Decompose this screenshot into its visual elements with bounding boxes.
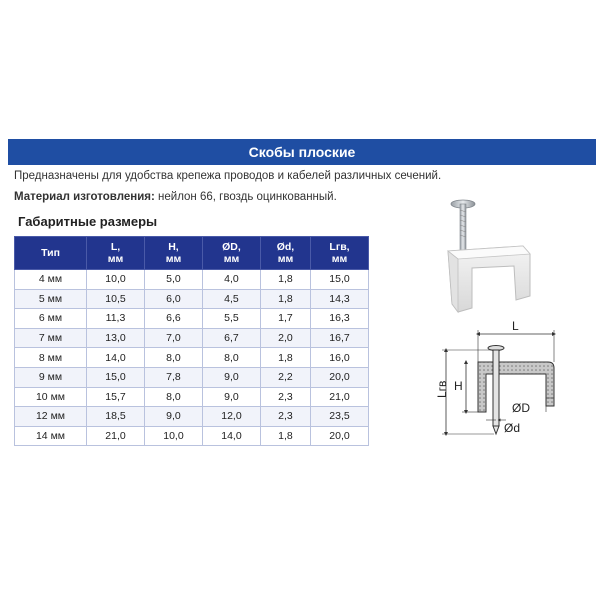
- clip-dimension-diagram: [430, 320, 570, 440]
- cell-type: 9 мм: [15, 367, 87, 387]
- cell-type: 14 мм: [15, 426, 87, 446]
- cell-inner-d: 2,2: [260, 367, 310, 387]
- cell-h: 6,6: [144, 309, 202, 329]
- table-row: [15, 407, 369, 427]
- cell-type: 12 мм: [15, 407, 87, 427]
- header-type: Тип: [15, 237, 87, 270]
- description-text: Предназначены для удобства крепежа проводов и кабелей различных сечений.: [14, 170, 442, 182]
- table-row: [15, 426, 369, 446]
- cell-lgv: 15,0: [310, 270, 368, 290]
- cell-l: 13,0: [87, 328, 145, 348]
- cell-outer-d: 9,0: [202, 367, 260, 387]
- cell-h: 7,8: [144, 367, 202, 387]
- cell-l: 15,0: [87, 367, 145, 387]
- cell-type: 8 мм: [15, 348, 87, 368]
- table-row: [15, 328, 369, 348]
- cell-h: 7,0: [144, 328, 202, 348]
- table-row: [15, 270, 369, 290]
- label-inner-d: Ød: [504, 421, 521, 435]
- cell-type: 7 мм: [15, 328, 87, 348]
- label-h: H: [454, 379, 463, 393]
- cell-inner-d: 2,3: [260, 387, 310, 407]
- cable-clip-photo: [428, 196, 538, 321]
- table-row: [15, 387, 369, 407]
- material-value: нейлон 66, гвоздь оцинкованный.: [154, 191, 337, 203]
- cell-outer-d: 4,5: [202, 289, 260, 309]
- cell-lgv: 16,3: [310, 309, 368, 329]
- table-row: [15, 367, 369, 387]
- table-row: [15, 348, 369, 368]
- cell-lgv: 21,0: [310, 387, 368, 407]
- dimensions-heading: Габаритные размеры: [18, 214, 158, 229]
- cell-l: 15,7: [87, 387, 145, 407]
- title-banner: [8, 139, 596, 165]
- dimensions-table: [14, 236, 369, 446]
- header-outer-d: ØD, мм: [202, 237, 260, 270]
- cell-type: 4 мм: [15, 270, 87, 290]
- cell-h: 10,0: [144, 426, 202, 446]
- cell-h: 5,0: [144, 270, 202, 290]
- page-title: Скобы плоские: [248, 144, 356, 160]
- cell-lgv: 16,0: [310, 348, 368, 368]
- cell-lgv: 20,0: [310, 426, 368, 446]
- material-label: Материал изготовления:: [14, 191, 155, 203]
- table-row: [15, 309, 369, 329]
- cell-h: 8,0: [144, 348, 202, 368]
- material-line: [14, 191, 337, 203]
- cell-outer-d: 5,5: [202, 309, 260, 329]
- cell-outer-d: 4,0: [202, 270, 260, 290]
- cell-outer-d: 8,0: [202, 348, 260, 368]
- cell-lgv: 14,3: [310, 289, 368, 309]
- cell-inner-d: 2,0: [260, 328, 310, 348]
- cell-type: 6 мм: [15, 309, 87, 329]
- cell-inner-d: 1,8: [260, 289, 310, 309]
- cell-lgv: 16,7: [310, 328, 368, 348]
- cell-type: 10 мм: [15, 387, 87, 407]
- cell-l: 10,0: [87, 270, 145, 290]
- header-inner-d: Ød, мм: [260, 237, 310, 270]
- cell-h: 6,0: [144, 289, 202, 309]
- cell-inner-d: 1,7: [260, 309, 310, 329]
- cell-type: 5 мм: [15, 289, 87, 309]
- cell-h: 8,0: [144, 387, 202, 407]
- header-lgv: Lгв, мм: [310, 237, 368, 270]
- label-outer-d: ØD: [512, 401, 530, 415]
- cell-inner-d: 1,8: [260, 426, 310, 446]
- cell-inner-d: 1,8: [260, 348, 310, 368]
- label-lgv: Lгв: [435, 380, 449, 398]
- table-header-row: [15, 237, 369, 270]
- cell-l: 21,0: [87, 426, 145, 446]
- cell-inner-d: 1,8: [260, 270, 310, 290]
- cell-outer-d: 12,0: [202, 407, 260, 427]
- label-l: L: [512, 320, 519, 333]
- cell-outer-d: 6,7: [202, 328, 260, 348]
- cell-l: 18,5: [87, 407, 145, 427]
- cell-lgv: 23,5: [310, 407, 368, 427]
- cell-l: 14,0: [87, 348, 145, 368]
- cell-inner-d: 2,3: [260, 407, 310, 427]
- cell-outer-d: 14,0: [202, 426, 260, 446]
- header-h: H, мм: [144, 237, 202, 270]
- cell-h: 9,0: [144, 407, 202, 427]
- cell-l: 10,5: [87, 289, 145, 309]
- header-l: L, мм: [87, 237, 145, 270]
- cell-lgv: 20,0: [310, 367, 368, 387]
- cell-outer-d: 9,0: [202, 387, 260, 407]
- cell-l: 11,3: [87, 309, 145, 329]
- table-row: [15, 289, 369, 309]
